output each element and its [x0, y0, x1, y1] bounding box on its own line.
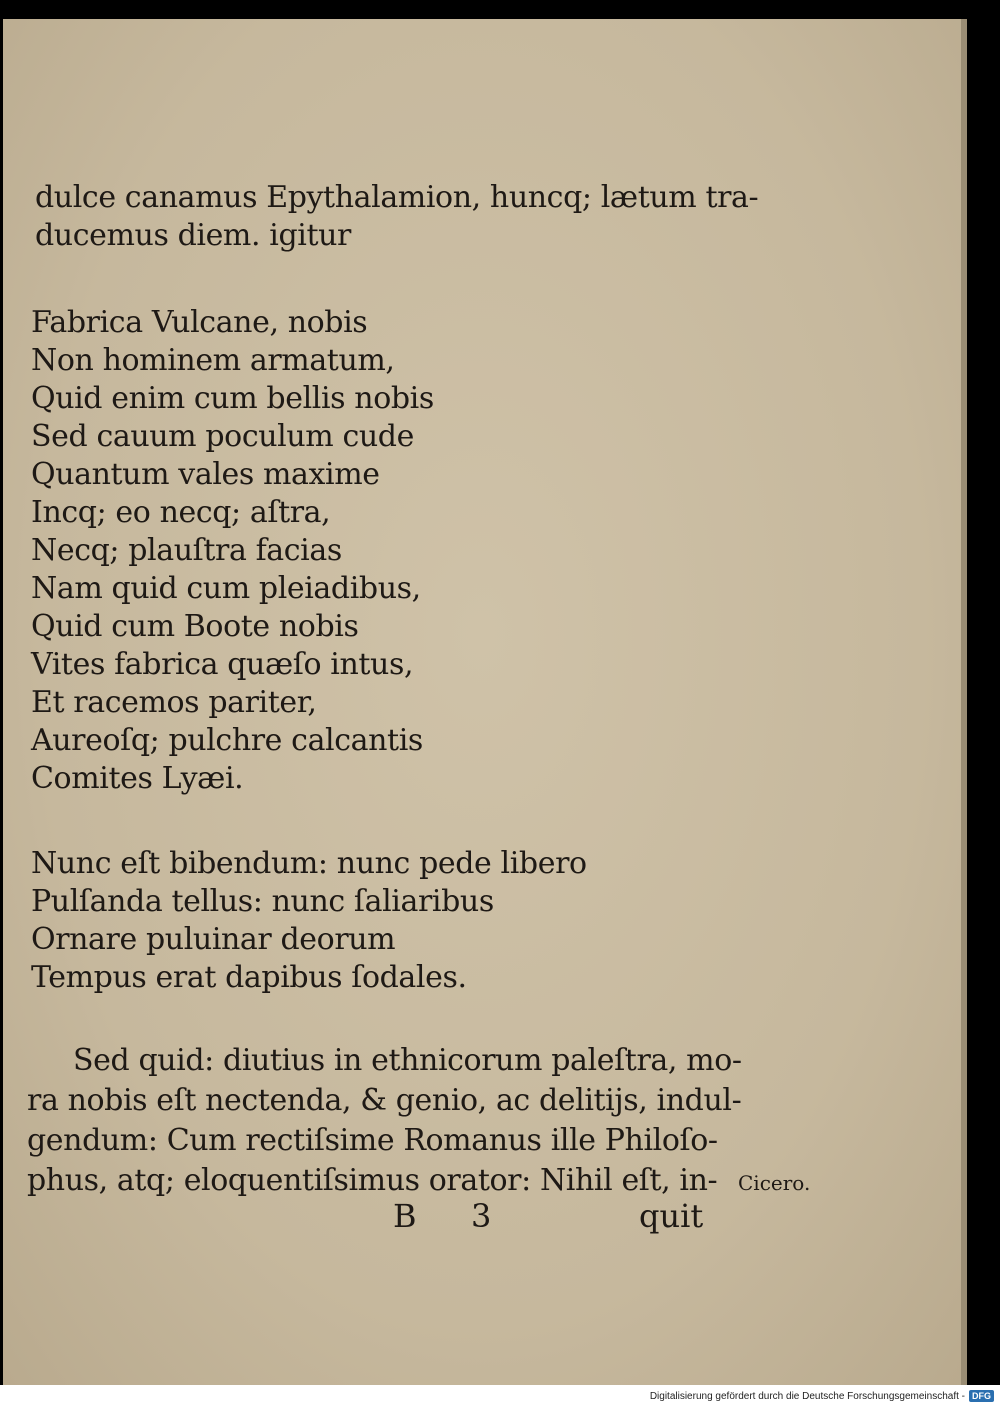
- verse-stanza-2: [31, 845, 587, 997]
- verse-line: Quid cum Boote nobis: [31, 609, 359, 644]
- verse-line: Sed cauum poculum cude: [31, 419, 414, 454]
- verse-line: Quantum vales maxime: [31, 457, 380, 492]
- verse-line: Pulſanda tellus: nunc ſaliaribus: [31, 884, 494, 919]
- prose-line: phus, atq; eloquentiſsimus orator: Nihil eſt, in-: [27, 1163, 718, 1198]
- book-page: [3, 19, 967, 1385]
- signature-number: 3: [471, 1197, 492, 1235]
- prose-paragraph: [27, 1041, 742, 1201]
- verse-line: Et racemos pariter,: [31, 685, 317, 720]
- verse-line: Fabrica Vulcane, nobis: [31, 305, 368, 340]
- intro-text: [35, 179, 758, 255]
- margin-note: Cicero.: [738, 1171, 811, 1195]
- intro-line: ducemus diem. igitur: [35, 218, 351, 253]
- prose-line: Sed quid: diutius in ethnicorum paleſtra, mo-: [73, 1043, 742, 1078]
- intro-line: dulce canamus Epythalamion, huncq; lætum tra-: [35, 180, 759, 215]
- verse-line: Comites Lyæi.: [31, 761, 244, 796]
- verse-line: Non hominem armatum,: [31, 343, 395, 378]
- verse-line: Quid enim cum bellis nobis: [31, 381, 434, 416]
- verse-line: Incq; eo necq; aſtra,: [31, 495, 331, 530]
- verse-line: Nam quid cum pleiadibus,: [31, 571, 421, 606]
- catchword: quit: [639, 1197, 704, 1235]
- verse-line: Necq; plauſtra facias: [31, 533, 342, 568]
- verse-line: Ornare puluinar deorum: [31, 922, 396, 957]
- verse-line: Vites fabrica quæſo intus,: [31, 647, 414, 682]
- verse-line: Tempus erat dapibus ſodales.: [31, 960, 467, 995]
- funding-notice: Digitalisierung gefördert durch die Deutsche Forschungsgemeinschaft -: [649, 1390, 965, 1402]
- signature-mark: B: [393, 1197, 417, 1235]
- prose-line: gendum: Cum rectiſsime Romanus ille Philoſo-: [27, 1123, 718, 1158]
- prose-line: ra nobis eſt nectenda, & genio, ac delitijs, indul-: [27, 1083, 742, 1118]
- verse-stanza-1: [31, 304, 434, 798]
- footer-bar: [0, 1385, 1000, 1407]
- verse-line: Nunc eſt bibendum: nunc pede libero: [31, 846, 587, 881]
- verse-line: Aureoſq; pulchre calcantis: [31, 723, 423, 758]
- dfg-logo-icon: DFG: [969, 1390, 994, 1402]
